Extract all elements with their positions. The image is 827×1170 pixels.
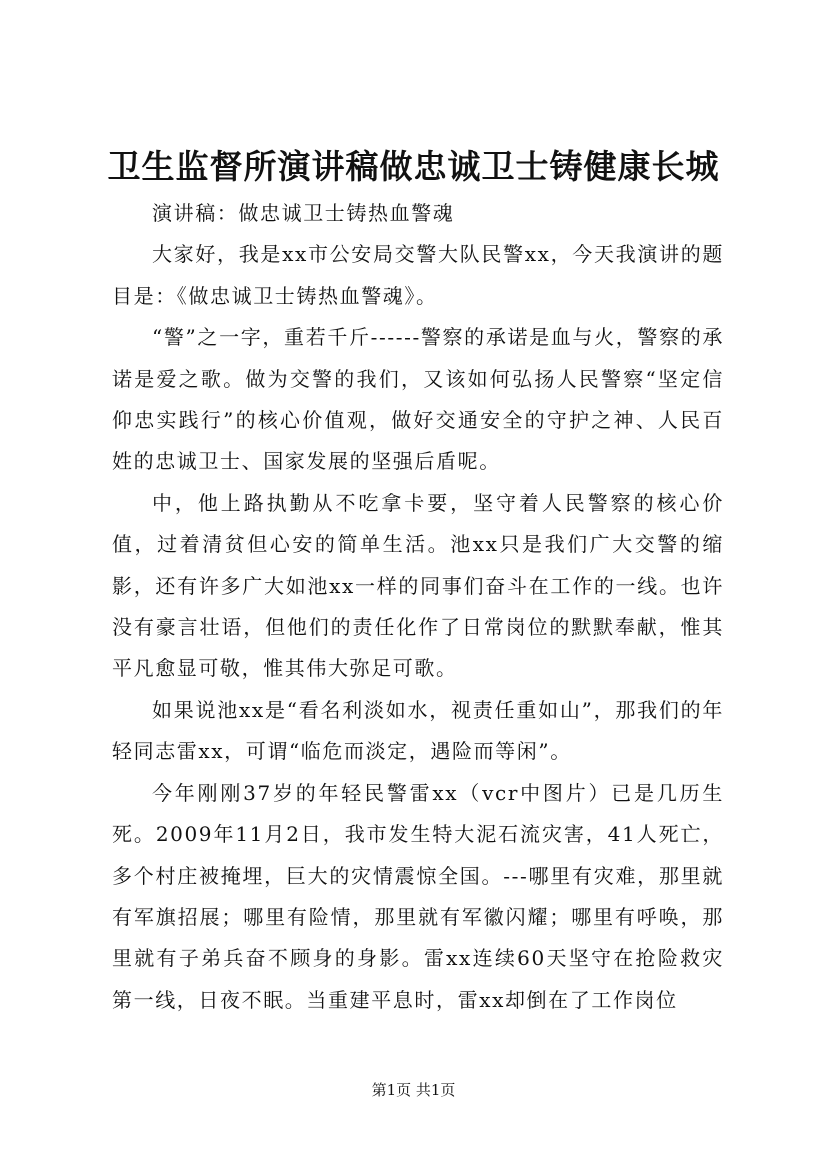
document-body xyxy=(112,193,724,1021)
paragraph-greeting: 大家好，我是xx市公安局交警大队民警xx，今天我演讲的题目是：《做忠诚卫士铸热血警魂》。 xyxy=(112,242,724,308)
paragraph-comparison: 如果说池xx是“看名利淡如水，视责任重如山”，那我们的年轻同志雷xx，可谓“临危而淡定，遇险而等闲”。 xyxy=(112,697,724,764)
paragraph-chi-xx: 中，他上路执勤从不吃拿卡要，坚守着人民警察的核心价值，过着清贫但心安的简单生活。池xx只是我们广大交警的缩影，还有许多广大如池xx一样的同事们奋斗在工作的一线。也许没有豪言壮语，但他们的责任化作了日常岗位的默默奉献，惟其平凡愈显可敬，惟其伟大弥足可歌。 xyxy=(112,490,724,681)
paragraph-lei-xx: 今年刚刚37岁的年轻民警雷xx（vcr中图片）已是几历生死。2009年11月2日，我市发生特大泥石流灾害，41人死亡，多个村庄被掩埋，巨大的灾情震惊全国。---哪里有灾难，那里就有军旗招展；哪里有险情，那里就有军徽闪耀；哪里有呼唤，那里就有子弟兵奋不顾身的身影。雷xx连续60天坚守在抢险救灾第一线，日夜不眠。当重建平息时，雷xx却倒在了工作岗位 xyxy=(112,780,724,1012)
paragraph-police-promise: “警”之一字，重若千斤------警察的承诺是血与火，警察的承诺是爱之歌。做为交警的我们，又该如何弘扬人民警察“坚定信仰忠实践行”的核心价值观，做好交通安全的守护之神、人民百姓的忠诚卫士、国家发展的坚强后盾呢。 xyxy=(112,325,724,474)
document-title: 卫生监督所演讲稿做忠诚卫士铸健康长城 xyxy=(107,147,720,186)
paragraph-subtitle: 演讲稿：做忠诚卫士铸热血警魂 xyxy=(152,201,455,225)
page-footer: 第1页 共1页 xyxy=(371,1081,456,1099)
